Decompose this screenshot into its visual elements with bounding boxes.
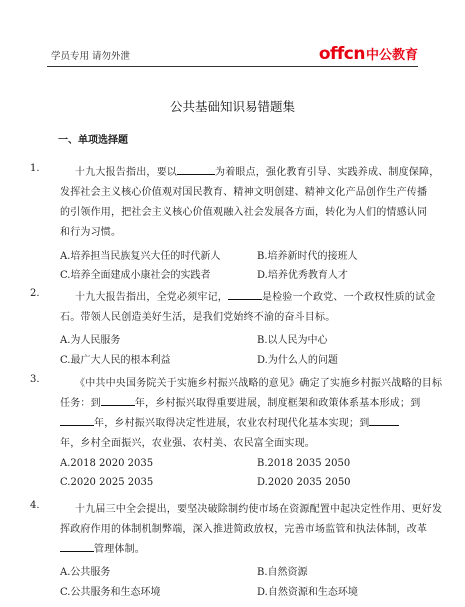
- question-number: 2.: [30, 288, 40, 299]
- question-stem-line: 年，乡村振兴取得决定性进展，农业农村现代化基本实现；到: [60, 414, 399, 429]
- question-stem-line: 石。带领人民创造美好生活，是我们党始终不渝的奋斗目标。: [60, 312, 336, 323]
- option-b: B.培养新时代的接班人: [257, 251, 358, 262]
- option-d: D.自然资源和生态环境: [257, 587, 358, 598]
- answer-blank: [177, 165, 215, 175]
- answer-blank: [60, 542, 94, 552]
- option-c: C.最广大人民的根本利益: [60, 355, 171, 366]
- option-c: C.2020 2025 2035: [60, 477, 154, 488]
- question-stem-line: 十九届三中全会提出，要坚决破除制约使市场在资源配置中起决定性作用、更好发: [75, 504, 443, 515]
- answer-blank: [60, 416, 94, 426]
- option-a: A.培养担当民族复兴大任的时代新人: [60, 251, 221, 262]
- option-d: D.2020 2035 2050: [257, 477, 351, 488]
- option-b: B.自然资源: [257, 567, 308, 578]
- option-c: C.公共服务和生态环境: [60, 587, 161, 598]
- option-a: A.为人民服务: [60, 335, 121, 346]
- internal-use-notice: 学员专用 请勿外泄: [51, 51, 131, 62]
- question-stem-line: 管理体制。: [60, 540, 145, 555]
- question-stem-line: 任务：到 年，乡村振兴取得重要进展，制度框架和政策体系基本形成；到: [60, 398, 421, 409]
- document-title: 公共基础知识易错题集: [169, 99, 295, 114]
- question-number: 1.: [30, 163, 40, 174]
- option-d: D.为什么人的问题: [257, 355, 338, 366]
- answer-blank: [101, 396, 135, 406]
- page-header: [47, 44, 418, 67]
- logo-latin-text: offcn: [318, 44, 365, 64]
- question-stem-line: 的引领作用，把社会主义核心价值观融入社会发展各方面，转化为人们的情感认同: [60, 207, 428, 218]
- question-number: 4.: [30, 500, 40, 511]
- answer-blank: [369, 416, 399, 426]
- option-b: B.2018 2035 2050: [257, 458, 351, 469]
- question-stem-line: 发挥社会主义核心价值观对国民教育、精神文明创建、精神文化产品创作生产传播: [60, 187, 428, 198]
- question-stem-line: 十九大报告指出，全党必须牢记， 是检验一个政党、一个政权性质的试金: [75, 292, 436, 303]
- question-stem-line: 挥政府作用的体制机制弊端，深入推进简政放权，完善市场监管和执法体制，改革: [60, 524, 428, 535]
- option-b: B.以人民为中心: [257, 335, 328, 346]
- question-number: 3.: [30, 374, 40, 385]
- option-a: A.2018 2020 2035: [60, 458, 154, 469]
- question-stem-line: 和行为习惯。: [60, 227, 122, 238]
- option-c: C.培养全面建成小康社会的实践者: [60, 270, 211, 281]
- question-stem-line: 年，乡村全面振兴，农业强、农村美、农民富全面实现。: [60, 438, 315, 449]
- option-a: A.公共服务: [60, 567, 111, 578]
- question-stem-line: 《中共中央国务院关于实施乡村振兴战略的意见》确定了实施乡村振兴战略的目标: [75, 378, 443, 389]
- offcn-logo: [319, 44, 418, 64]
- logo-chinese-text: 中公教育: [365, 48, 418, 63]
- option-d: D.培养优秀教育人才: [257, 270, 348, 281]
- question-stem-line: 十九大报告指出，要以 为着眼点，强化教育引导、实践养成、制度保障，: [75, 167, 440, 178]
- answer-blank: [228, 290, 262, 300]
- section-heading: 一、单项选择题: [58, 135, 128, 146]
